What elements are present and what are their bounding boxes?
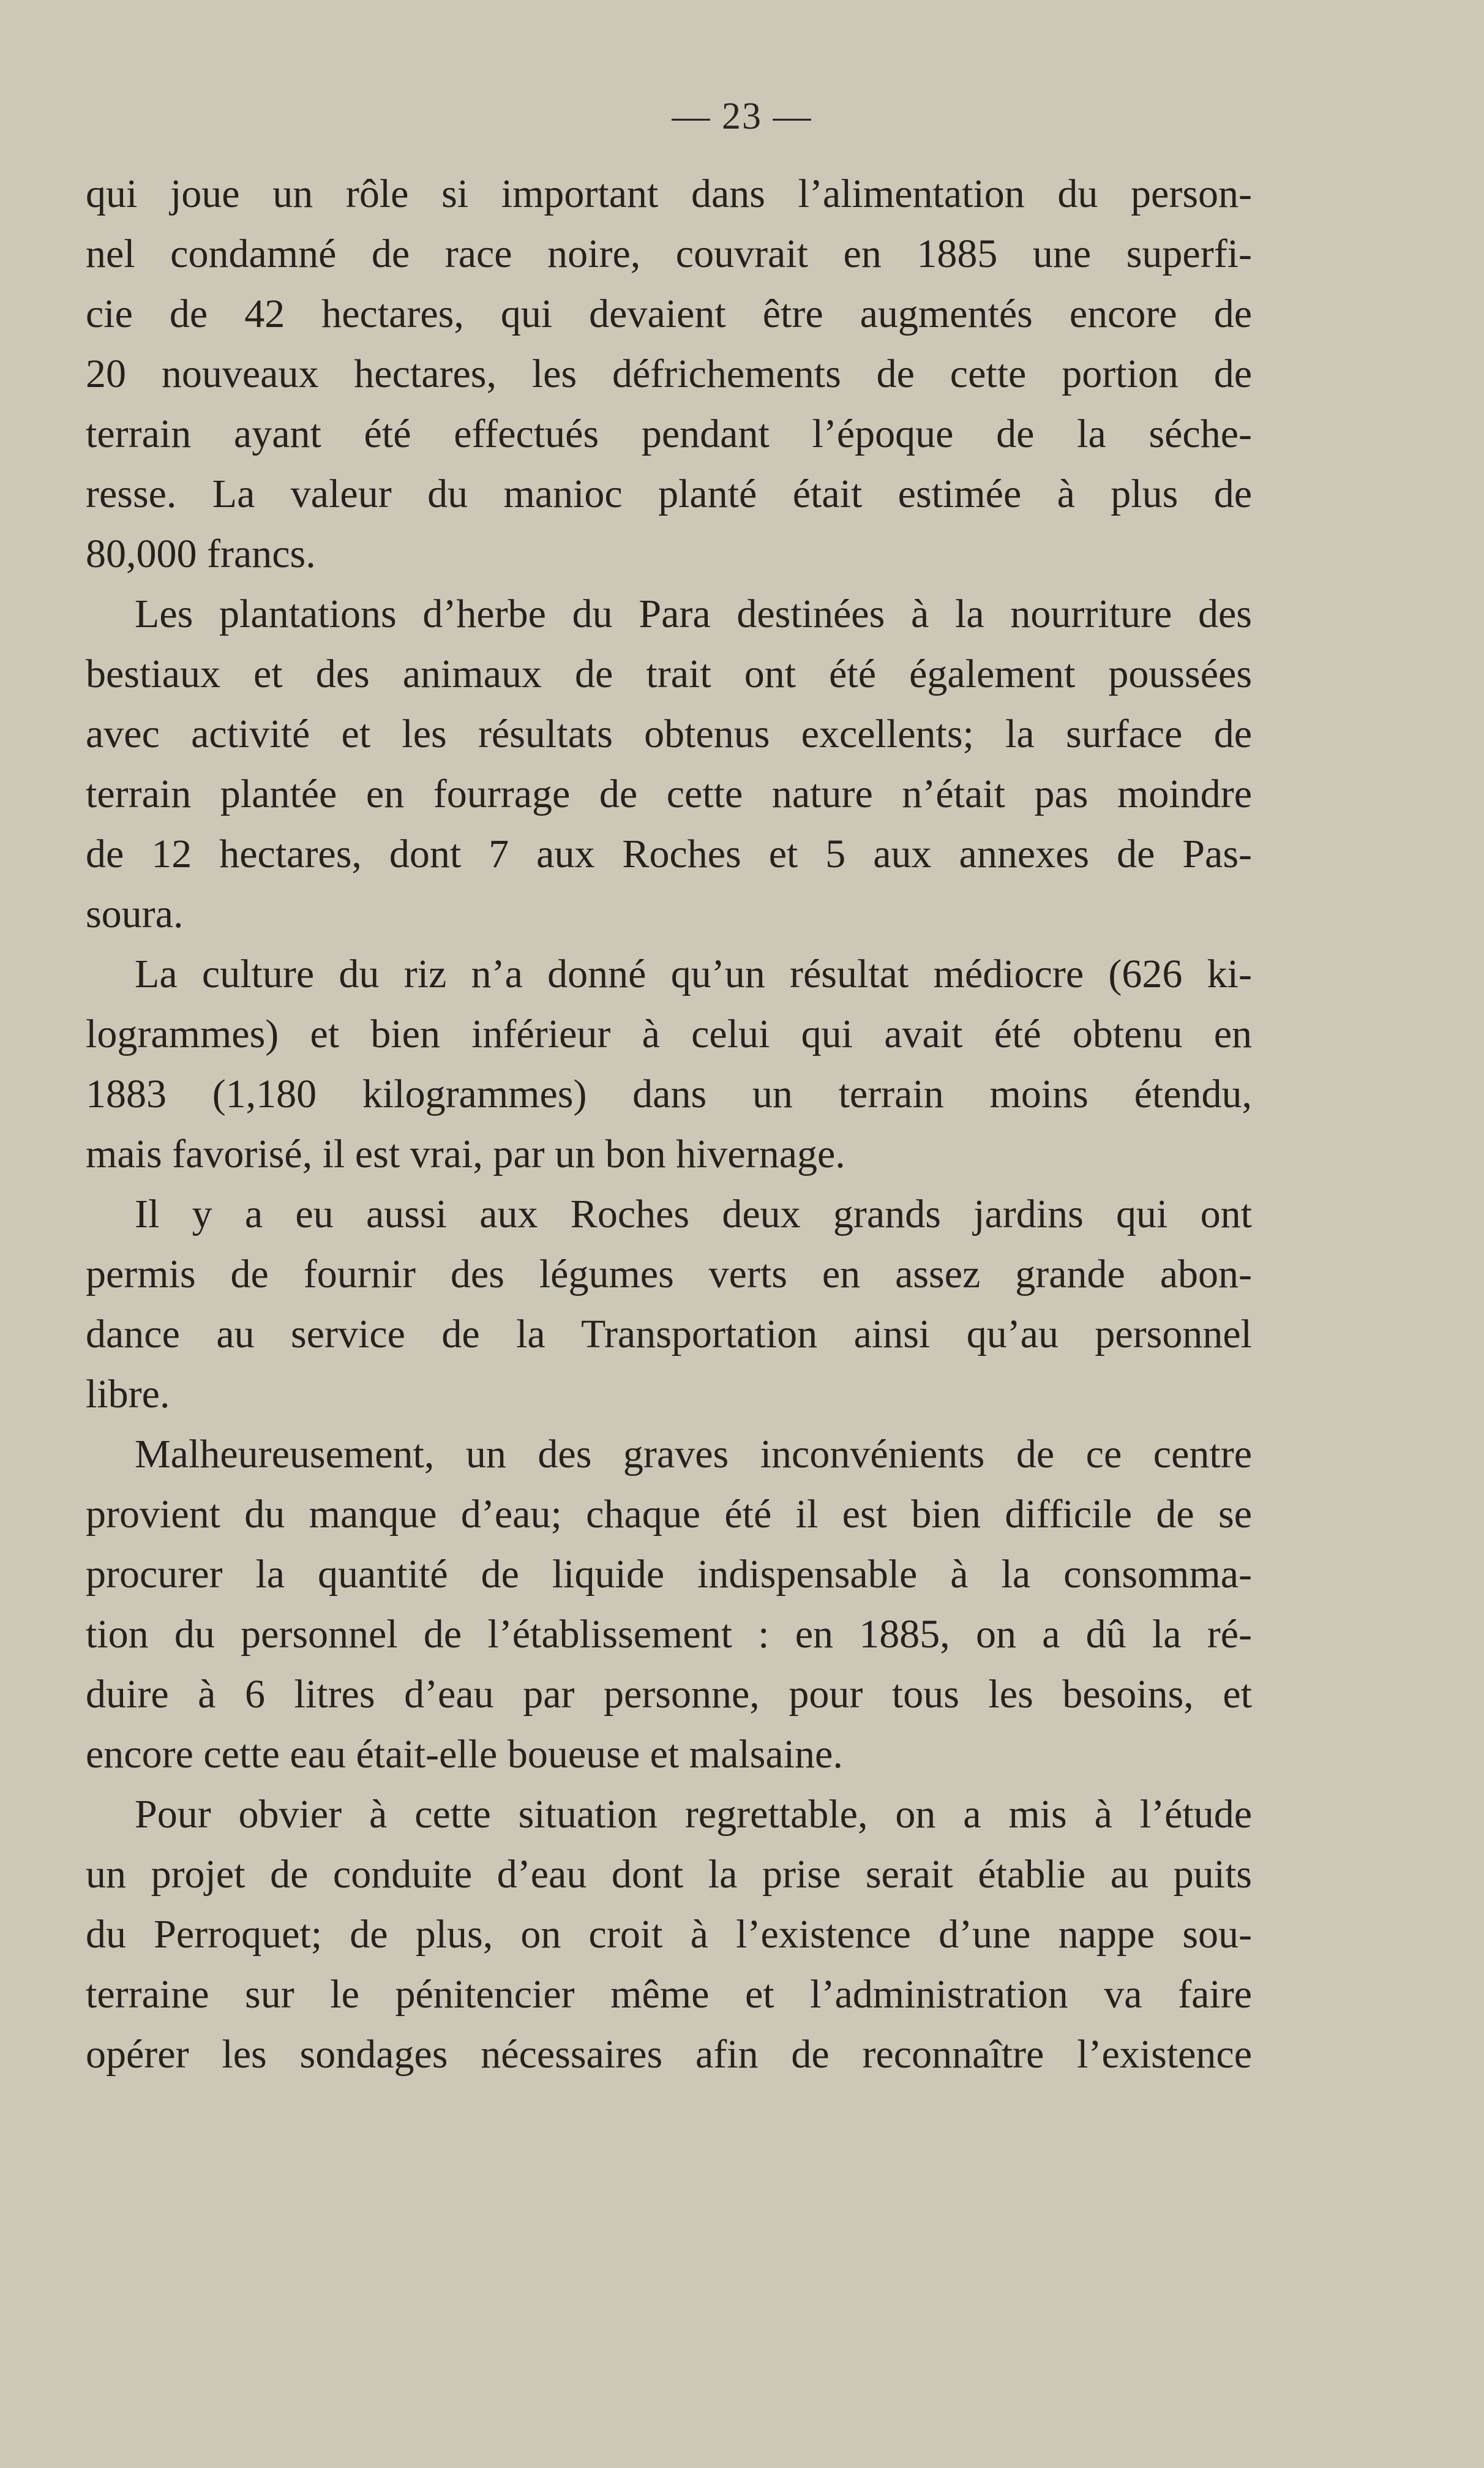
text-line: Il y a eu aussi aux Roches deux grands jardins qui ont bbox=[135, 1192, 1252, 1236]
text-line: du Perroquet; de plus, on croit à l’existence d’une nappe sou- bbox=[86, 1912, 1252, 1957]
paragraph-6 bbox=[86, 1785, 1252, 2085]
paragraph-1 bbox=[86, 164, 1252, 584]
text-line: permis de fournir des légumes verts en assez grande abon- bbox=[86, 1252, 1252, 1296]
text-line: mais favorisé, il est vrai, par un bon hivernage. bbox=[86, 1132, 845, 1176]
text-line: terraine sur le pénitencier même et l’administration va faire bbox=[86, 1972, 1252, 2017]
body-text bbox=[86, 164, 1252, 2085]
text-line: Pour obvier à cette situation regrettable, on a mis à l’étude bbox=[135, 1792, 1252, 1837]
text-line: libre. bbox=[86, 1372, 170, 1416]
text-line: nel condamné de race noire, couvrait en 1885 une superfi- bbox=[86, 231, 1252, 276]
text-line: La culture du riz n’a donné qu’un résultat médiocre (626 ki- bbox=[135, 952, 1252, 996]
text-line: 20 nouveaux hectares, les défrichements de cette portion de bbox=[86, 352, 1252, 396]
text-line: provient du manque d’eau; chaque été il est bien difficile de se bbox=[86, 1492, 1252, 1537]
text-line: duire à 6 litres d’eau par personne, pour tous les besoins, et bbox=[86, 1672, 1252, 1717]
text-line: terrain ayant été effectués pendant l’époque de la séche- bbox=[86, 412, 1252, 456]
text-line: opérer les sondages nécessaires afin de reconnaître l’existence bbox=[86, 2032, 1252, 2077]
text-line: terrain plantée en fourrage de cette nature n’était pas moindre bbox=[86, 772, 1252, 816]
paragraph-5 bbox=[86, 1424, 1252, 1785]
paragraph-4 bbox=[86, 1184, 1252, 1424]
paragraph-3 bbox=[86, 944, 1252, 1184]
text-line: avec activité et les résultats obtenus excellents; la surface de bbox=[86, 712, 1252, 756]
text-line: un projet de conduite d’eau dont la prise serait établie au puits bbox=[86, 1852, 1252, 1897]
text-line: dance au service de la Transportation ainsi qu’au personnel bbox=[86, 1312, 1252, 1356]
text-line: qui joue un rôle si important dans l’alimentation du person- bbox=[86, 171, 1252, 216]
text-line: procurer la quantité de liquide indispensable à la consomma- bbox=[86, 1552, 1252, 1597]
paragraph-2 bbox=[86, 584, 1252, 944]
page-number: — 23 — bbox=[672, 96, 812, 137]
text-line: cie de 42 hectares, qui devaient être augmentés encore de bbox=[86, 292, 1252, 336]
text-line: encore cette eau était-elle boueuse et malsaine. bbox=[86, 1732, 843, 1777]
text-line: soura. bbox=[86, 892, 184, 936]
text-line: logrammes) et bien inférieur à celui qui avait été obtenu en bbox=[86, 1012, 1252, 1056]
text-line: de 12 hectares, dont 7 aux Roches et 5 aux annexes de Pas- bbox=[86, 832, 1252, 876]
text-line: 1883 (1,180 kilogrammes) dans un terrain moins étendu, bbox=[86, 1072, 1252, 1116]
text-line: bestiaux et des animaux de trait ont été également poussées bbox=[86, 652, 1252, 696]
text-line: tion du personnel de l’établissement : en 1885, on a dû la ré- bbox=[86, 1612, 1252, 1657]
text-line: Malheureusement, un des graves inconvénients de ce centre bbox=[135, 1432, 1252, 1477]
text-line: 80,000 francs. bbox=[86, 532, 316, 576]
text-line: Les plantations d’herbe du Para destinées à la nourriture des bbox=[135, 592, 1252, 636]
text-line: resse. La valeur du manioc planté était estimée à plus de bbox=[86, 472, 1252, 516]
